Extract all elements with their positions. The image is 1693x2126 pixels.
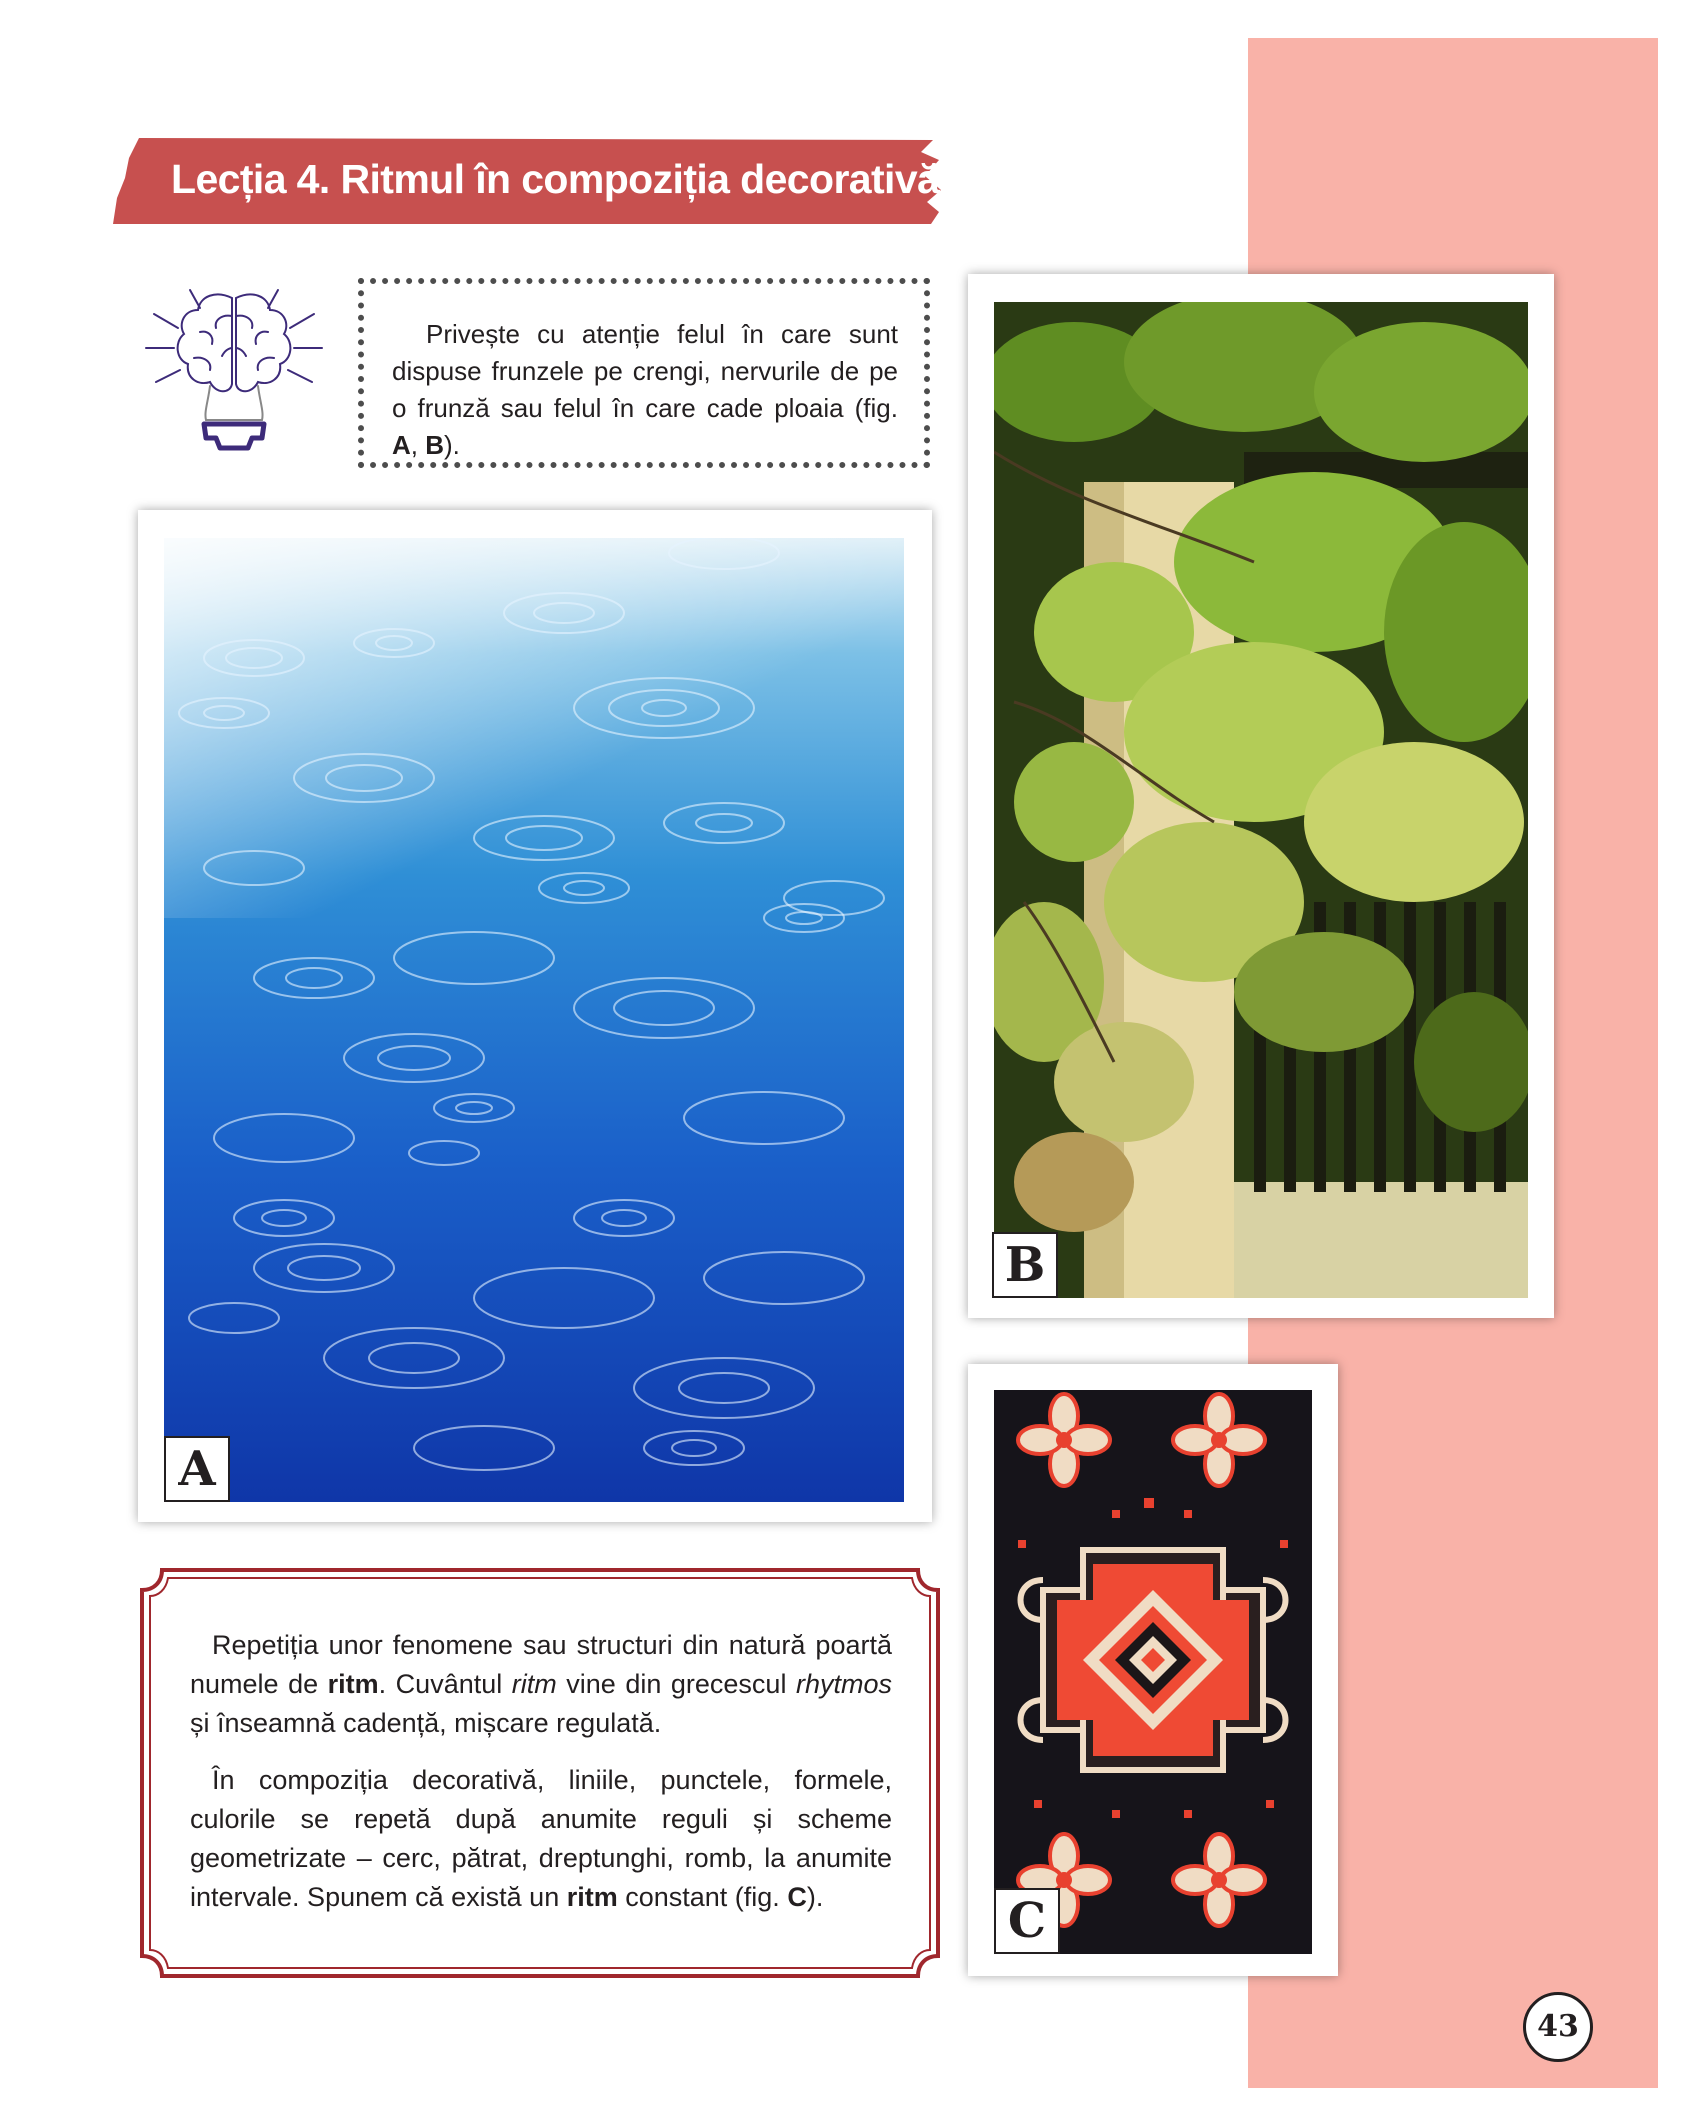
figure-c-card	[968, 1364, 1338, 1976]
rain-ripples-photo	[164, 538, 904, 1502]
definition-text	[190, 1626, 892, 1935]
figure-a-card	[138, 510, 932, 1522]
page-number: 43	[1523, 1992, 1593, 2062]
definition-paragraph-2: În compoziția decorativă, liniile, punctele, formele, culorile se repetă după anumite reguli și scheme geometrizate – cerc, pătrat, dreptunghi, romb, la anumite intervale. Spunem că există un ritm constant (fig. C).	[190, 1765, 892, 1912]
figure-b-label: B	[992, 1232, 1058, 1298]
observation-hint-box	[358, 278, 930, 468]
figure-b-card	[968, 274, 1554, 1318]
vine-leaves-photo	[994, 302, 1528, 1298]
hint-text: Privește cu atenție felul în care sunt dispuse frunzele pe crengi, nervurile de pe o frunză sau felul în care cade ploaia (fig. A, B).	[392, 319, 898, 460]
traditional-carpet-photo	[994, 1390, 1312, 1954]
brain-lightbulb-icon	[134, 286, 334, 466]
lesson-title-banner	[113, 138, 943, 224]
definition-paragraph-1: Repetiția unor fenomene sau structuri din natură poartă numele de ritm. Cuvântul ritm vine din grecescul rhytmos și înseamnă cadență, mișcare regulată.	[190, 1630, 893, 1738]
figure-a-label: A	[164, 1436, 230, 1502]
lesson-title: Lecția 4. Ritmul în compoziția decorativă	[171, 156, 940, 202]
definition-frame	[138, 1566, 942, 1980]
figure-c-label: C	[994, 1888, 1060, 1954]
